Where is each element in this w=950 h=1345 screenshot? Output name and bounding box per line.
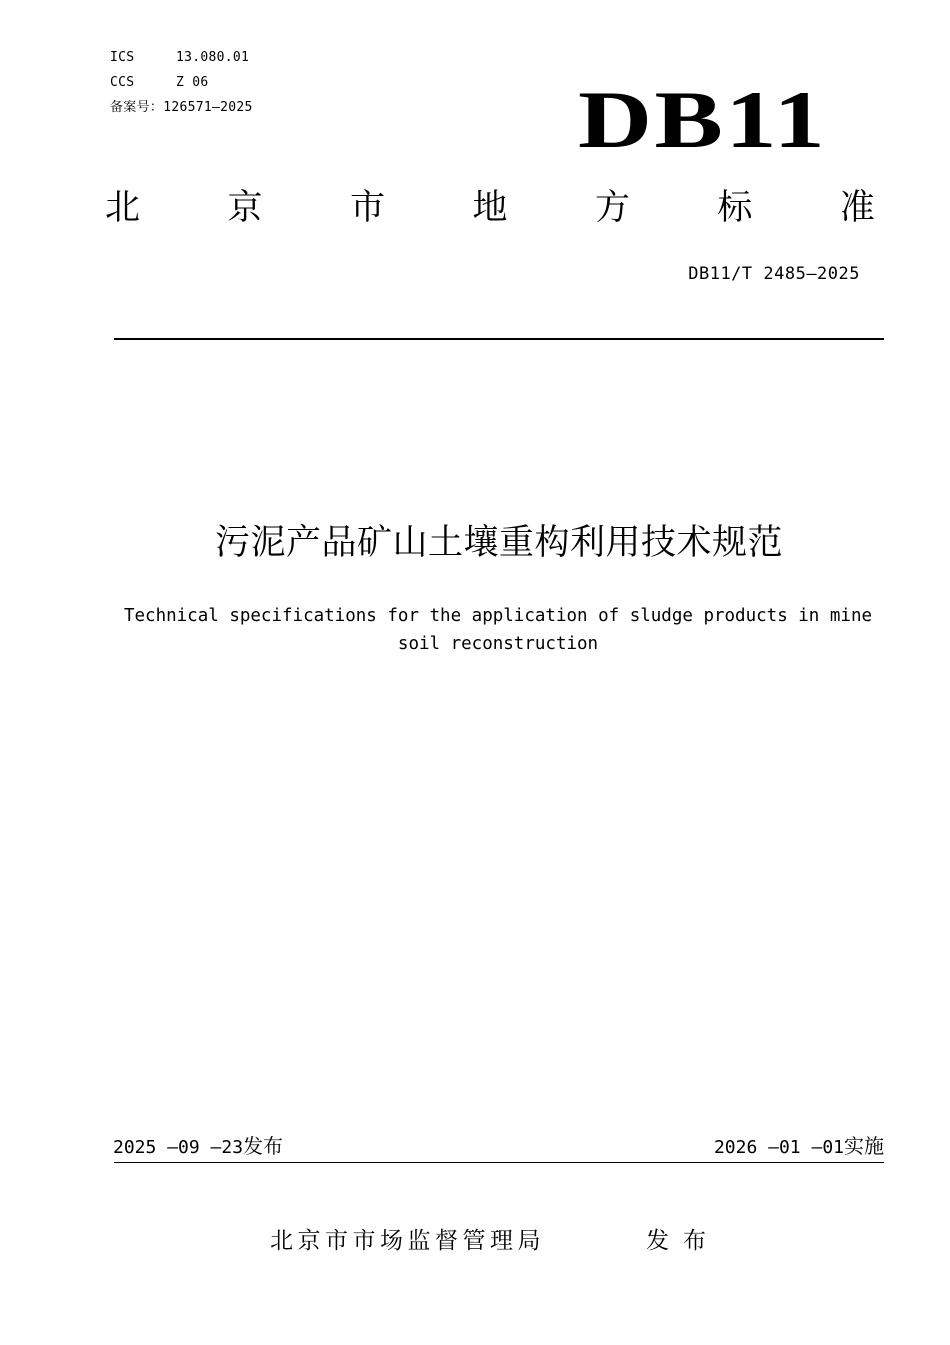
- authority-char: 市: [349, 188, 385, 228]
- authority-char: 京: [227, 188, 263, 228]
- authority-char: 标: [717, 188, 753, 228]
- record-label: 备案号：: [110, 100, 164, 115]
- publish-label: 发布: [243, 1134, 284, 1158]
- publish-date: 2025 —09 —23: [113, 1137, 244, 1158]
- standard-authority: [105, 186, 875, 230]
- issuer-name: 北京市市场监督管理局: [270, 1228, 545, 1254]
- ics-row: [110, 50, 249, 66]
- db11-logo: DB11: [578, 74, 828, 165]
- ics-value: 13.080.01: [176, 50, 250, 65]
- record-row: [110, 100, 253, 116]
- standard-number: DB11/T 2485—2025: [688, 264, 860, 284]
- implement-label: 实施: [844, 1134, 884, 1158]
- implement-date-line: [714, 1134, 884, 1160]
- implement-date: 2026 —01 —01: [713, 1137, 844, 1158]
- authority-char: 地: [472, 188, 508, 228]
- authority-char: 准: [839, 188, 875, 228]
- issuer-action: 发布: [646, 1228, 720, 1254]
- header-divider: [114, 338, 884, 340]
- authority-char: 方: [594, 188, 630, 228]
- ccs-label: CCS: [110, 75, 135, 90]
- title-english: Technical specifications for the application of sludge products in mine soil reconstruction: [123, 606, 873, 654]
- publish-date-line: [113, 1134, 283, 1160]
- footer-divider: [114, 1162, 884, 1163]
- ccs-row: [110, 75, 209, 91]
- record-value: 126571—2025: [163, 100, 253, 115]
- ccs-value: Z 06: [176, 75, 209, 90]
- ics-label: ICS: [110, 50, 135, 65]
- authority-char: 北: [105, 188, 141, 228]
- title-chinese: 污泥产品矿山土壤重构利用技术规范: [214, 523, 783, 563]
